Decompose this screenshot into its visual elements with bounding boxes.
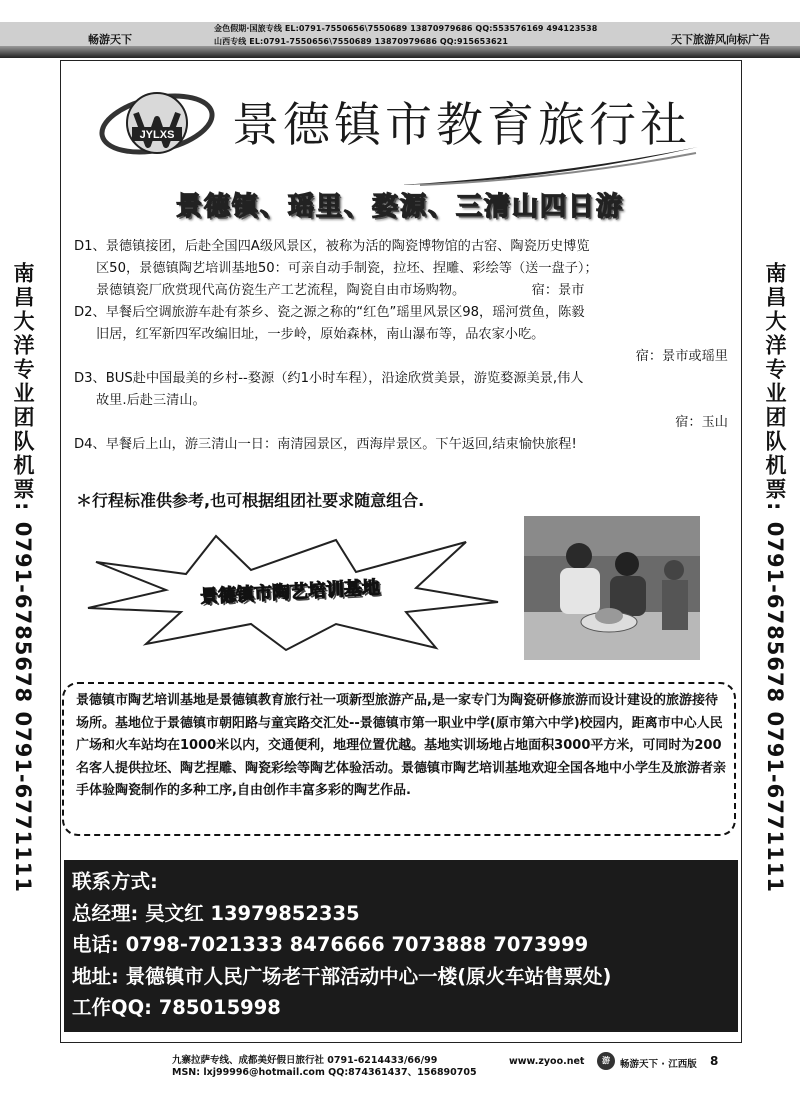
- contact-manager: 总经理: 吴文红 13979852335: [72, 901, 360, 925]
- itinerary-d2-line-1: D2、早餐后空调旅游车赴有茶乡、瓷之源之称的“红色”瑶里风景区98，瑶河赏鱼，陈毅: [74, 305, 585, 320]
- training-base-label: 景德镇市陶艺培训基地: [199, 577, 381, 608]
- side-ad-left-phone-2: 0791-6771111: [11, 711, 35, 893]
- footer-line-2: MSN: lxj99996@hotmail.com QQ:874361437、156890705: [172, 1067, 477, 1078]
- itinerary-d3-line-2: 故里.后赴三清山。: [96, 393, 206, 408]
- side-ad-left-label: 南昌大洋专业团队机票:: [11, 262, 35, 514]
- agency-logo-icon: [98, 83, 216, 165]
- side-ad-right-label: 南昌大洋专业团队机票:: [763, 262, 787, 514]
- side-ad-right-phone-1: 0791-6785678: [763, 521, 787, 704]
- side-ad-right-phone-2: 0791-6771111: [763, 711, 787, 893]
- contact-block: [64, 860, 738, 1032]
- page-number: 8: [710, 1054, 719, 1068]
- itinerary-day-4: D4、早餐后上山，游三清山一日：南清园景区，西海岸景区。下午返回,结束愉快旅程!: [74, 437, 577, 452]
- header-hotline-2: 山西专线 EL:0791-7550656\7550689 13870979686 QQ:915653621: [214, 37, 508, 46]
- itinerary-d1-line-2: 区50，景德镇陶艺培训基地50：可亲自动手制瓷，拉坯、捏雕、彩绘等（送一盘子）；: [96, 261, 598, 276]
- itinerary-day-3: [74, 368, 734, 412]
- itinerary-d2-stay: 宿：景市或瑶里: [635, 349, 728, 364]
- header-hotline-1: 金色假期·国旅专线 EL:0791-7550656\7550689 13870979686 QQ:553576169 494123538: [214, 24, 598, 33]
- header-left-label: 畅游天下: [88, 33, 132, 46]
- footer-brand-icon: 游: [597, 1052, 615, 1070]
- header-bar: [0, 0, 800, 58]
- footer-website: www.zyoo.net: [509, 1056, 585, 1067]
- header-dark-band: [0, 46, 800, 58]
- footer-brand: 畅游天下 · 江西版: [620, 1059, 697, 1070]
- itinerary: [74, 236, 734, 456]
- agency-name: 景德镇市教育旅行社: [232, 98, 691, 153]
- pottery-class-photo: [524, 516, 700, 660]
- itinerary-day-2: [74, 302, 734, 346]
- itinerary-d1-line-3: 景德镇瓷厂欣赏现代高仿瓷生产工艺流程，陶瓷自由市场购物。: [96, 283, 466, 298]
- header-right-label: 天下旅游风向标广告: [671, 33, 770, 46]
- side-ad-right: [755, 262, 797, 893]
- description-text: 景德镇市陶艺培训基地是景德镇教育旅行社一项新型旅游产品,是一家专门为陶瓷研修旅游而设计建设的旅游接待场所。基地位于景德镇市朝阳路与童宾路交汇处--景德镇市第一职业中学(原市第六中学)校园内，距离市中心人民广场和火车站均在1000米以内，交通便利，地理位置优越。基地实训场地占地面积3000平方米，可同时为200名客人提供拉坯、陶艺捏雕、陶瓷彩绘等陶艺体验活动。景德镇市陶艺培训基地欢迎全国各地中小学生及旅游者亲手体验陶瓷制作的多种工序,自由创作丰富多彩的陶艺作品.: [76, 693, 727, 798]
- contact-heading: 联系方式:: [72, 870, 158, 893]
- footer-line-1: 九寨拉萨专线、成都美好假日旅行社 0791-6214433/66/99: [172, 1055, 438, 1066]
- agency-logo-text: JYLXS: [139, 129, 175, 141]
- contact-qq: 工作QQ: 785015998: [72, 996, 281, 1019]
- route-title: 景德镇、瑶里、婺源、三清山四日游: [175, 192, 624, 222]
- itinerary-d3-stay: 宿：玉山: [675, 415, 728, 430]
- itinerary-notice: ＊行程标准供参考,也可根据组团社要求随意组合.: [76, 491, 425, 510]
- contact-address: 地址: 景德镇市人民广场老干部活动中心一楼(原火车站售票处): [72, 964, 612, 988]
- itinerary-d1-stay: 宿：景市: [531, 283, 585, 298]
- itinerary-day-1: [74, 236, 734, 302]
- itinerary-d2-line-2: 旧居，红军新四军改编旧址，一步岭，原始森林，南山瀑布等，品农家小吃。: [96, 327, 545, 342]
- contact-phone: 电话: 0798-7021333 8476666 7073888 7073999: [72, 933, 589, 956]
- itinerary-d1-line-1: D1、景德镇接团，后赴全国四A级风景区，被称为活的陶瓷博物馆的古窑、陶瓷历史博览: [74, 239, 590, 254]
- itinerary-d3-line-1: D3、BUS赴中国最美的乡村--婺源（约1小时车程），沿途欣赏美景，游览婺源美景,伟人: [74, 371, 584, 386]
- swoosh-decoration: [400, 145, 700, 187]
- side-ad-left-phone-1: 0791-6785678: [11, 521, 35, 704]
- side-ad-left: [3, 262, 45, 893]
